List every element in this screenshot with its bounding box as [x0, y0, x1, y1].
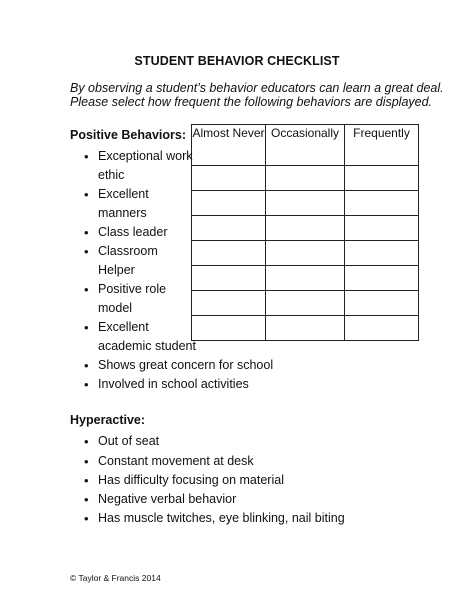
intro-paragraph — [70, 82, 450, 109]
bullet-icon: • — [84, 454, 89, 469]
bullet-icon: • — [84, 377, 89, 392]
list-item — [84, 318, 196, 356]
list-item-line: Shows great concern for school — [98, 358, 274, 372]
table-row — [192, 166, 419, 191]
list-item — [84, 223, 167, 242]
list-item-line: Has difficulty focusing on material — [98, 473, 284, 487]
list-item-line: Negative verbal behavior — [98, 492, 237, 506]
checkbox-cell[interactable] — [192, 241, 266, 266]
list-item-line: ethic — [98, 168, 125, 183]
checkbox-cell[interactable] — [192, 191, 266, 216]
list-item-line: Involved in school activities — [98, 377, 249, 391]
checkbox-cell[interactable] — [266, 166, 345, 191]
list-item-line: Class leader — [98, 225, 168, 239]
list-item-line: Excellent — [98, 320, 149, 334]
list-item — [84, 471, 284, 490]
checkbox-cell[interactable] — [345, 166, 419, 191]
checkbox-cell[interactable] — [266, 316, 345, 341]
list-item-line: Helper — [98, 263, 135, 278]
column-header-occasionally: Occasionally — [266, 125, 345, 166]
bullet-icon: • — [84, 244, 89, 259]
table-row — [192, 191, 419, 216]
list-item-line: Exceptional work — [98, 149, 193, 163]
list-item — [84, 509, 345, 528]
bullet-icon: • — [84, 187, 89, 202]
list-item — [84, 280, 166, 318]
checkbox-cell[interactable] — [266, 241, 345, 266]
list-item-line: Has muscle twitches, eye blinking, nail biting — [98, 511, 345, 525]
intro-line-1: By observing a student’s behavior educators can learn a great deal. — [70, 81, 444, 95]
document-title: STUDENT BEHAVIOR CHECKLIST — [134, 54, 340, 68]
copyright-footer: © Taylor & Francis 2014 — [70, 573, 161, 583]
checkbox-cell[interactable] — [192, 216, 266, 241]
list-item — [84, 375, 249, 394]
intro-line-2: Please select how frequent the following behaviors are displayed. — [70, 94, 433, 109]
checkbox-cell[interactable] — [345, 191, 419, 216]
table-row — [192, 241, 419, 266]
checkbox-cell[interactable] — [345, 266, 419, 291]
list-item — [84, 452, 254, 471]
checkbox-cell[interactable] — [192, 166, 266, 191]
list-item — [84, 432, 159, 451]
checkbox-cell[interactable] — [266, 191, 345, 216]
list-item — [84, 356, 273, 375]
table-row — [192, 216, 419, 241]
table-row — [192, 266, 419, 291]
checkbox-cell[interactable] — [192, 266, 266, 291]
bullet-icon: • — [84, 492, 89, 507]
checkbox-cell[interactable] — [345, 316, 419, 341]
checkbox-cell[interactable] — [192, 316, 266, 341]
checkbox-cell[interactable] — [192, 291, 266, 316]
bullet-icon: • — [84, 358, 89, 373]
bullet-icon: • — [84, 473, 89, 488]
list-item-line: Excellent — [98, 187, 149, 201]
column-header-almost-never: Almost Never — [192, 125, 266, 166]
table-row — [192, 291, 419, 316]
frequency-checklist-table — [191, 124, 419, 341]
hyperactive-heading: Hyperactive: — [70, 413, 146, 427]
list-item-line: Classroom — [98, 244, 158, 258]
list-item — [84, 185, 149, 223]
bullet-icon: • — [84, 511, 89, 526]
positive-behaviors-heading: Positive Behaviors: — [70, 128, 187, 142]
checkbox-cell[interactable] — [266, 216, 345, 241]
list-item — [84, 490, 236, 509]
list-item — [84, 242, 158, 280]
bullet-icon: • — [84, 225, 89, 240]
column-header-frequently: Frequently — [345, 125, 419, 166]
list-item — [84, 147, 193, 185]
bullet-icon: • — [84, 434, 89, 449]
list-item-line: manners — [98, 206, 147, 221]
list-item-line: model — [98, 301, 133, 316]
bullet-icon: • — [84, 149, 89, 164]
table-row — [192, 316, 419, 341]
checkbox-cell[interactable] — [345, 241, 419, 266]
bullet-icon: • — [84, 320, 89, 335]
list-item-line: Constant movement at desk — [98, 454, 254, 468]
checkbox-cell[interactable] — [345, 291, 419, 316]
bullet-icon: • — [84, 282, 89, 297]
checkbox-cell[interactable] — [345, 216, 419, 241]
list-item-line: academic student — [98, 339, 196, 354]
table-header-row — [192, 125, 419, 166]
checkbox-cell[interactable] — [266, 291, 345, 316]
list-item-line: Out of seat — [98, 434, 160, 448]
checkbox-cell[interactable] — [266, 266, 345, 291]
list-item-line: Positive role — [98, 282, 167, 296]
